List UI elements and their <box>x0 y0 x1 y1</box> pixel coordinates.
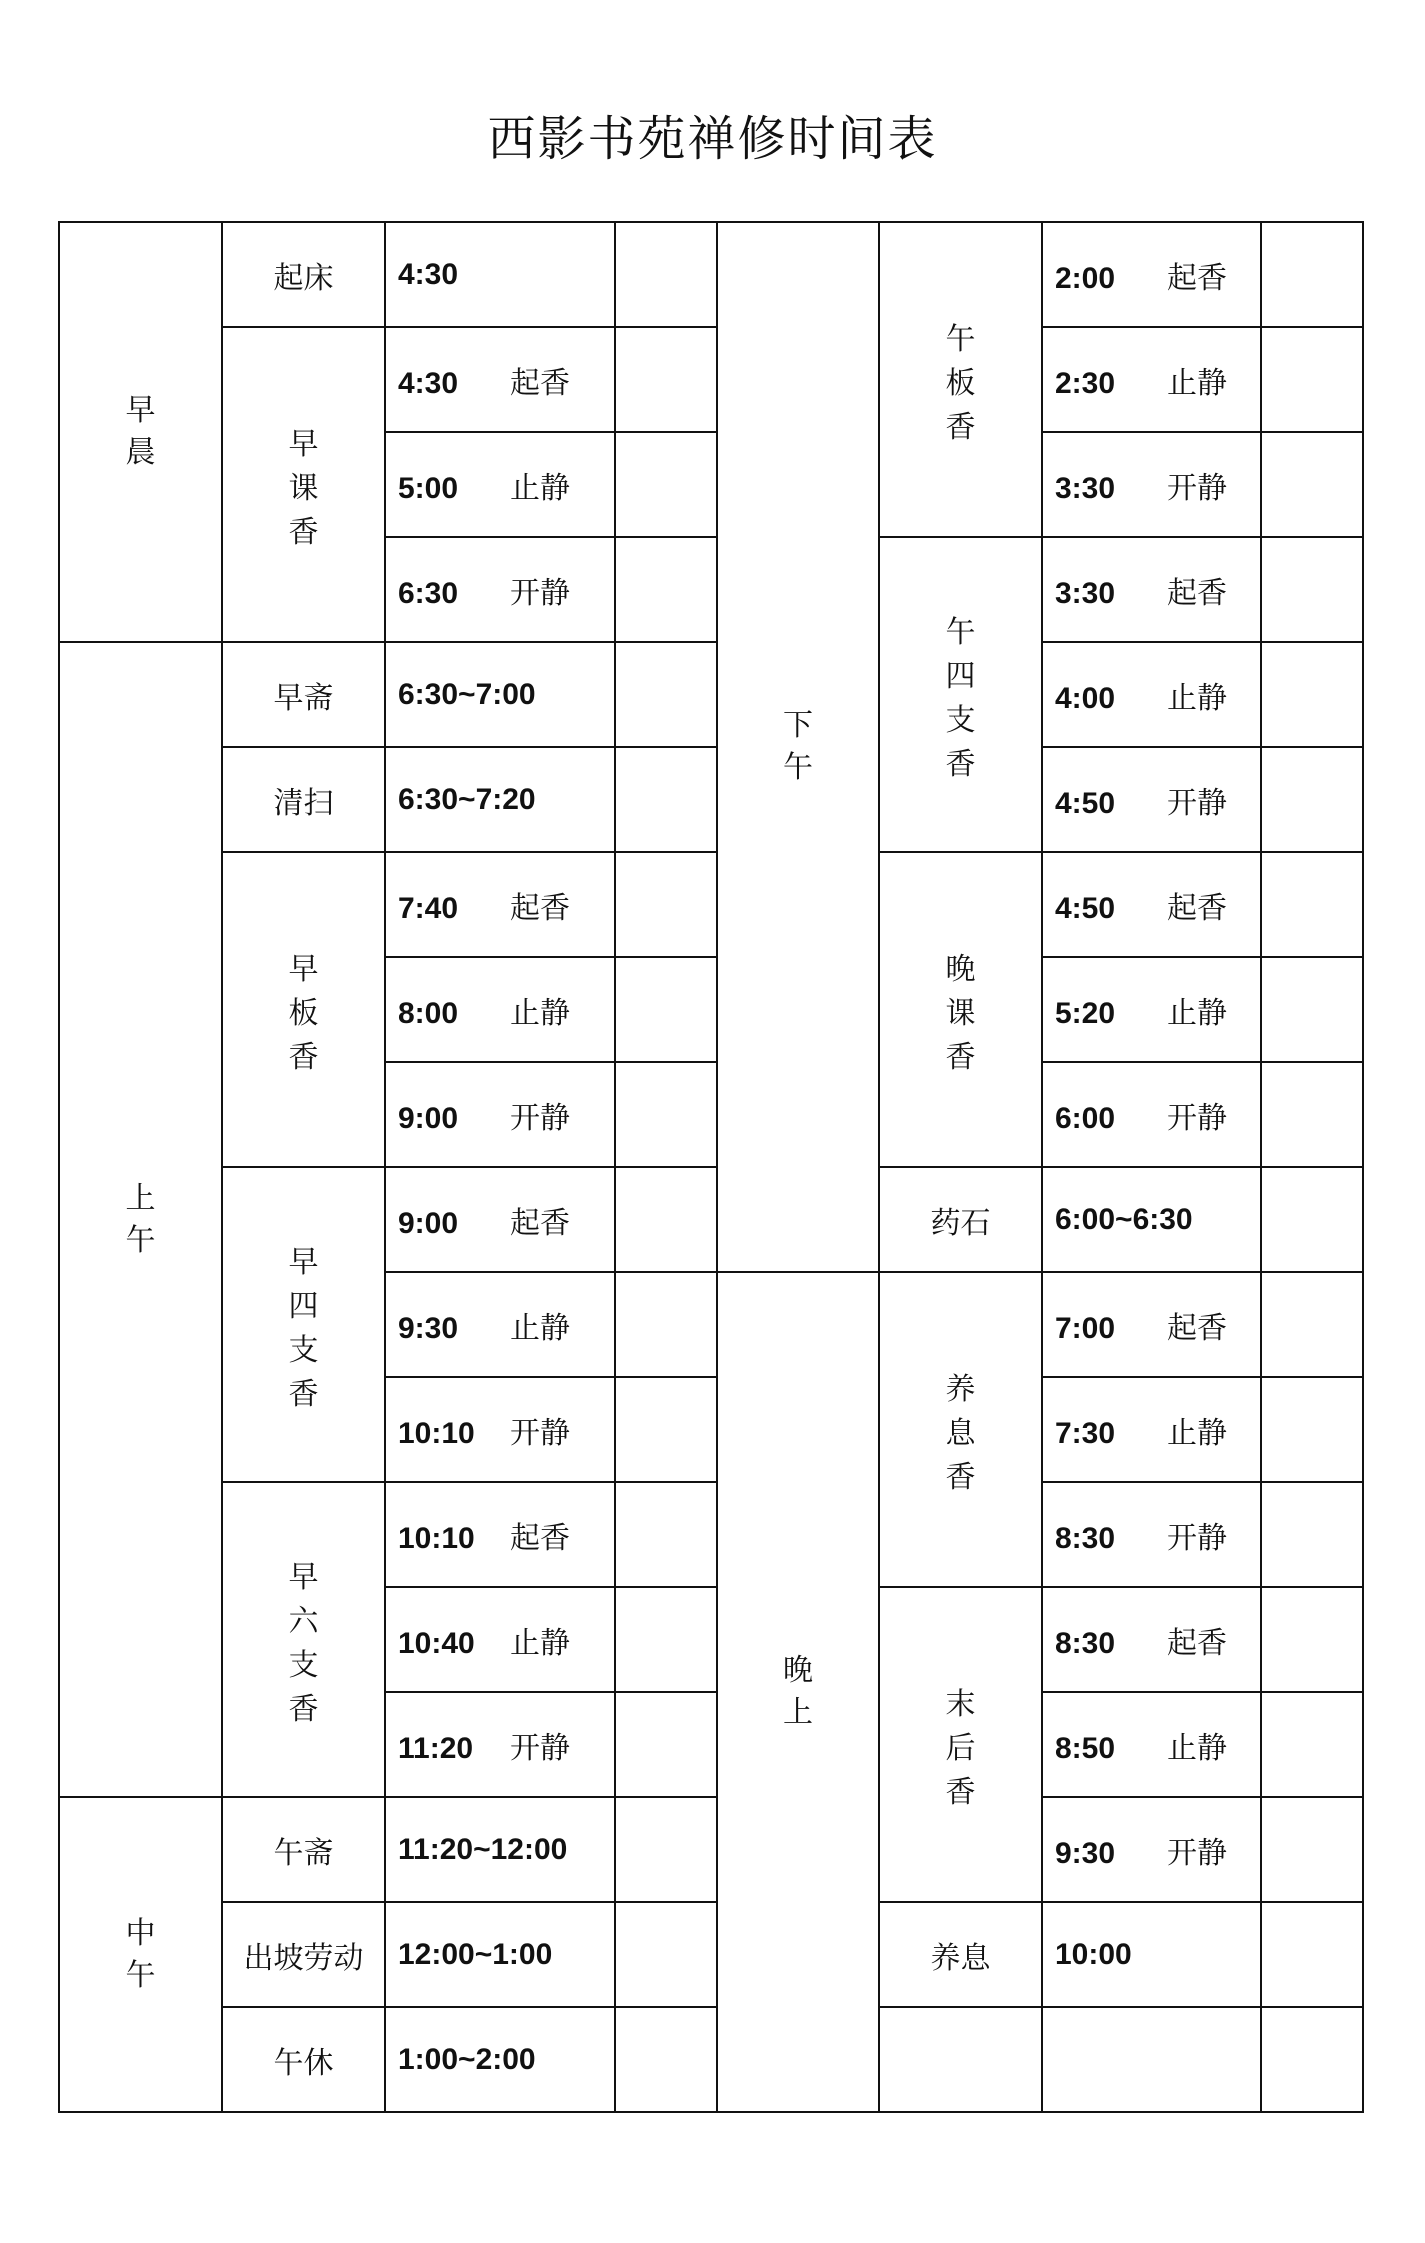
right-blank-cell <box>1261 1167 1363 1272</box>
left-blank-cell <box>615 1902 717 2007</box>
left-time: 11:20~12:00 <box>398 1832 568 1866</box>
right-activity-label: 午四支香 <box>945 614 976 782</box>
right-status: 起香 <box>1167 1625 1227 1661</box>
left-activity-cell <box>222 642 385 747</box>
right-time-cell <box>1042 432 1261 537</box>
left-blank-cell <box>615 642 717 747</box>
right-activity-cell <box>879 2007 1042 2112</box>
left-status: 开静 <box>510 1100 570 1136</box>
right-time: 10:00 <box>1055 1937 1132 1971</box>
right-time-cell <box>1042 642 1261 747</box>
right-time: 8:50 <box>1055 1731 1116 1765</box>
right-time: 7:30 <box>1055 1416 1116 1450</box>
left-time-cell <box>385 1482 615 1587</box>
schedule-body <box>59 222 1363 2112</box>
right-activity-cell <box>879 1272 1042 1587</box>
right-time-cell <box>1042 1377 1261 1482</box>
left-activity-label: 早斋 <box>273 680 334 716</box>
right-blank-cell <box>1261 432 1363 537</box>
left-activity-label: 午斋 <box>273 1835 334 1871</box>
left-status: 开静 <box>510 1730 570 1766</box>
left-time-cell <box>385 1692 615 1797</box>
right-time-cell <box>1042 1692 1261 1797</box>
left-time-cell <box>385 1167 615 1272</box>
left-activity-cell <box>222 327 385 642</box>
left-time: 6:30~7:00 <box>398 677 536 711</box>
right-blank-cell <box>1261 222 1363 327</box>
left-status: 止静 <box>510 470 570 506</box>
schedule-row <box>59 1902 1363 2007</box>
left-time-cell <box>385 222 615 327</box>
left-blank-cell <box>615 957 717 1062</box>
left-activity-cell <box>222 1482 385 1797</box>
right-activity-label: 养息 <box>930 1940 991 1976</box>
right-status: 止静 <box>1167 365 1227 401</box>
right-time: 4:50 <box>1055 786 1116 820</box>
left-blank-cell <box>615 1692 717 1797</box>
left-period-cell <box>59 642 222 1797</box>
left-period-label: 早晨 <box>125 393 156 470</box>
right-activity-label: 末后香 <box>945 1686 976 1810</box>
left-time: 5:00 <box>398 471 459 505</box>
left-period-cell <box>59 1797 222 2112</box>
left-period-label: 上午 <box>125 1180 156 1258</box>
left-time-cell <box>385 432 615 537</box>
left-status: 起香 <box>510 1520 570 1556</box>
left-blank-cell <box>615 1482 717 1587</box>
left-activity-label: 早板香 <box>288 951 319 1075</box>
left-time-cell <box>385 1587 615 1692</box>
right-blank-cell <box>1261 1482 1363 1587</box>
right-status: 开静 <box>1167 785 1227 821</box>
right-time: 6:00 <box>1055 1101 1116 1135</box>
right-activity-label: 晚课香 <box>945 951 976 1075</box>
right-blank-cell <box>1261 957 1363 1062</box>
left-time-cell <box>385 747 615 852</box>
right-time: 5:20 <box>1055 996 1116 1030</box>
right-status: 开静 <box>1167 1835 1227 1871</box>
right-activity-cell <box>879 1587 1042 1902</box>
left-time-cell <box>385 1272 615 1377</box>
right-period-label: 晚上 <box>783 1653 813 1730</box>
right-activity-cell <box>879 852 1042 1167</box>
left-activity-cell <box>222 852 385 1167</box>
left-time: 10:10 <box>398 1521 475 1555</box>
left-time: 9:30 <box>398 1311 459 1345</box>
left-blank-cell <box>615 1167 717 1272</box>
right-time: 8:30 <box>1055 1521 1116 1555</box>
right-status: 起香 <box>1167 260 1227 296</box>
left-status: 止静 <box>510 1310 570 1346</box>
left-time-cell <box>385 642 615 747</box>
left-time: 11:20 <box>398 1731 474 1765</box>
right-time-cell <box>1042 957 1261 1062</box>
right-status: 止静 <box>1167 680 1227 716</box>
schedule-table <box>58 221 1364 2113</box>
right-time: 3:30 <box>1055 576 1116 610</box>
right-period-label: 下午 <box>783 708 813 785</box>
left-activity-cell <box>222 1797 385 1902</box>
left-blank-cell <box>615 2007 717 2112</box>
right-time: 8:30 <box>1055 1626 1116 1660</box>
left-activity-label: 早六支香 <box>288 1559 319 1727</box>
left-blank-cell <box>615 852 717 957</box>
right-activity-cell <box>879 1167 1042 1272</box>
left-activity-cell <box>222 1167 385 1482</box>
left-activity-cell <box>222 222 385 327</box>
left-time: 12:00~1:00 <box>398 1937 553 1971</box>
left-time: 8:00 <box>398 996 459 1030</box>
left-status: 开静 <box>510 1415 570 1451</box>
left-blank-cell <box>615 1062 717 1167</box>
left-activity-label: 起床 <box>273 260 334 296</box>
left-status: 起香 <box>510 1205 570 1241</box>
left-time-cell <box>385 1797 615 1902</box>
left-activity-cell <box>222 2007 385 2112</box>
right-time-cell <box>1042 1482 1261 1587</box>
right-blank-cell <box>1261 1062 1363 1167</box>
right-time-cell <box>1042 1062 1261 1167</box>
left-time-cell <box>385 537 615 642</box>
left-time-cell <box>385 1377 615 1482</box>
right-time-cell <box>1042 1167 1261 1272</box>
left-activity-label: 早四支香 <box>288 1244 319 1412</box>
right-time-cell <box>1042 222 1261 327</box>
right-blank-cell <box>1261 1377 1363 1482</box>
left-period-label: 中午 <box>125 1915 156 1993</box>
right-time: 9:30 <box>1055 1836 1116 1870</box>
left-blank-cell <box>615 1587 717 1692</box>
left-time-cell <box>385 1902 615 2007</box>
left-blank-cell <box>615 1272 717 1377</box>
schedule-row <box>59 1482 1363 1587</box>
right-blank-cell <box>1261 1272 1363 1377</box>
left-time: 7:40 <box>398 891 459 925</box>
schedule-row <box>59 747 1363 852</box>
left-time: 4:30 <box>398 257 459 291</box>
left-status: 起香 <box>510 890 570 926</box>
right-status: 开静 <box>1167 1100 1227 1136</box>
right-status: 起香 <box>1167 1310 1227 1346</box>
right-time-cell <box>1042 852 1261 957</box>
right-blank-cell <box>1261 2007 1363 2112</box>
schedule-row <box>59 1797 1363 1902</box>
right-activity-cell <box>879 537 1042 852</box>
left-time-cell <box>385 1062 615 1167</box>
left-time: 9:00 <box>398 1206 459 1240</box>
left-time: 10:40 <box>398 1626 475 1660</box>
left-time-cell <box>385 852 615 957</box>
page-title: 西影书苑禅修时间表 <box>487 111 938 167</box>
left-time: 9:00 <box>398 1101 459 1135</box>
left-blank-cell <box>615 1377 717 1482</box>
right-activity-cell <box>879 222 1042 537</box>
right-period-cell <box>717 222 879 1272</box>
right-blank-cell <box>1261 327 1363 432</box>
left-time-cell <box>385 2007 615 2112</box>
right-time: 4:50 <box>1055 891 1116 925</box>
right-status: 起香 <box>1167 890 1227 926</box>
schedule-row <box>59 222 1363 327</box>
right-status: 开静 <box>1167 470 1227 506</box>
left-activity-label: 清扫 <box>273 785 334 821</box>
schedule-row <box>59 2007 1363 2112</box>
left-blank-cell <box>615 747 717 852</box>
right-time-cell <box>1042 537 1261 642</box>
left-status: 起香 <box>510 365 570 401</box>
right-blank-cell <box>1261 642 1363 747</box>
right-status: 开静 <box>1167 1520 1227 1556</box>
right-time: 2:00 <box>1055 261 1116 295</box>
right-time-cell <box>1042 747 1261 852</box>
right-activity-cell <box>879 1902 1042 2007</box>
left-time: 6:30 <box>398 576 459 610</box>
right-time: 3:30 <box>1055 471 1116 505</box>
right-time-cell <box>1042 1797 1261 1902</box>
right-time-cell <box>1042 1272 1261 1377</box>
right-status: 止静 <box>1167 995 1227 1031</box>
right-time-cell <box>1042 2007 1261 2112</box>
left-blank-cell <box>615 222 717 327</box>
right-blank-cell <box>1261 747 1363 852</box>
right-time: 6:00~6:30 <box>1055 1202 1193 1236</box>
right-activity-label: 养息香 <box>945 1371 976 1495</box>
right-time: 2:30 <box>1055 366 1116 400</box>
right-blank-cell <box>1261 1692 1363 1797</box>
right-period-cell <box>717 1272 879 2112</box>
schedule-row <box>59 1167 1363 1272</box>
left-blank-cell <box>615 432 717 537</box>
left-blank-cell <box>615 1797 717 1902</box>
right-blank-cell <box>1261 1902 1363 2007</box>
left-period-cell <box>59 222 222 642</box>
right-status: 止静 <box>1167 1730 1227 1766</box>
left-status: 开静 <box>510 575 570 611</box>
left-time-cell <box>385 327 615 432</box>
right-time-cell <box>1042 1587 1261 1692</box>
left-time: 1:00~2:00 <box>398 2042 536 2076</box>
right-blank-cell <box>1261 537 1363 642</box>
left-blank-cell <box>615 537 717 642</box>
right-time: 7:00 <box>1055 1311 1116 1345</box>
left-time: 6:30~7:20 <box>398 782 536 816</box>
left-activity-label: 出坡劳动 <box>243 1940 364 1976</box>
left-activity-label: 早课香 <box>288 426 319 550</box>
left-status: 止静 <box>510 1625 570 1661</box>
right-activity-label: 午板香 <box>945 321 976 445</box>
left-time: 10:10 <box>398 1416 475 1450</box>
left-activity-cell <box>222 1902 385 2007</box>
schedule-row <box>59 642 1363 747</box>
right-blank-cell <box>1261 1797 1363 1902</box>
right-time-cell <box>1042 327 1261 432</box>
right-blank-cell <box>1261 852 1363 957</box>
left-activity-label: 午休 <box>273 2045 334 2081</box>
schedule-row <box>59 327 1363 432</box>
right-time-cell <box>1042 1902 1261 2007</box>
left-time-cell <box>385 957 615 1062</box>
right-status: 止静 <box>1167 1415 1227 1451</box>
right-activity-label: 药石 <box>930 1205 991 1241</box>
left-time: 4:30 <box>398 366 459 400</box>
schedule-row <box>59 852 1363 957</box>
right-blank-cell <box>1261 1587 1363 1692</box>
left-blank-cell <box>615 327 717 432</box>
right-status: 起香 <box>1167 575 1227 611</box>
left-activity-cell <box>222 747 385 852</box>
left-status: 止静 <box>510 995 570 1031</box>
right-time: 4:00 <box>1055 681 1116 715</box>
